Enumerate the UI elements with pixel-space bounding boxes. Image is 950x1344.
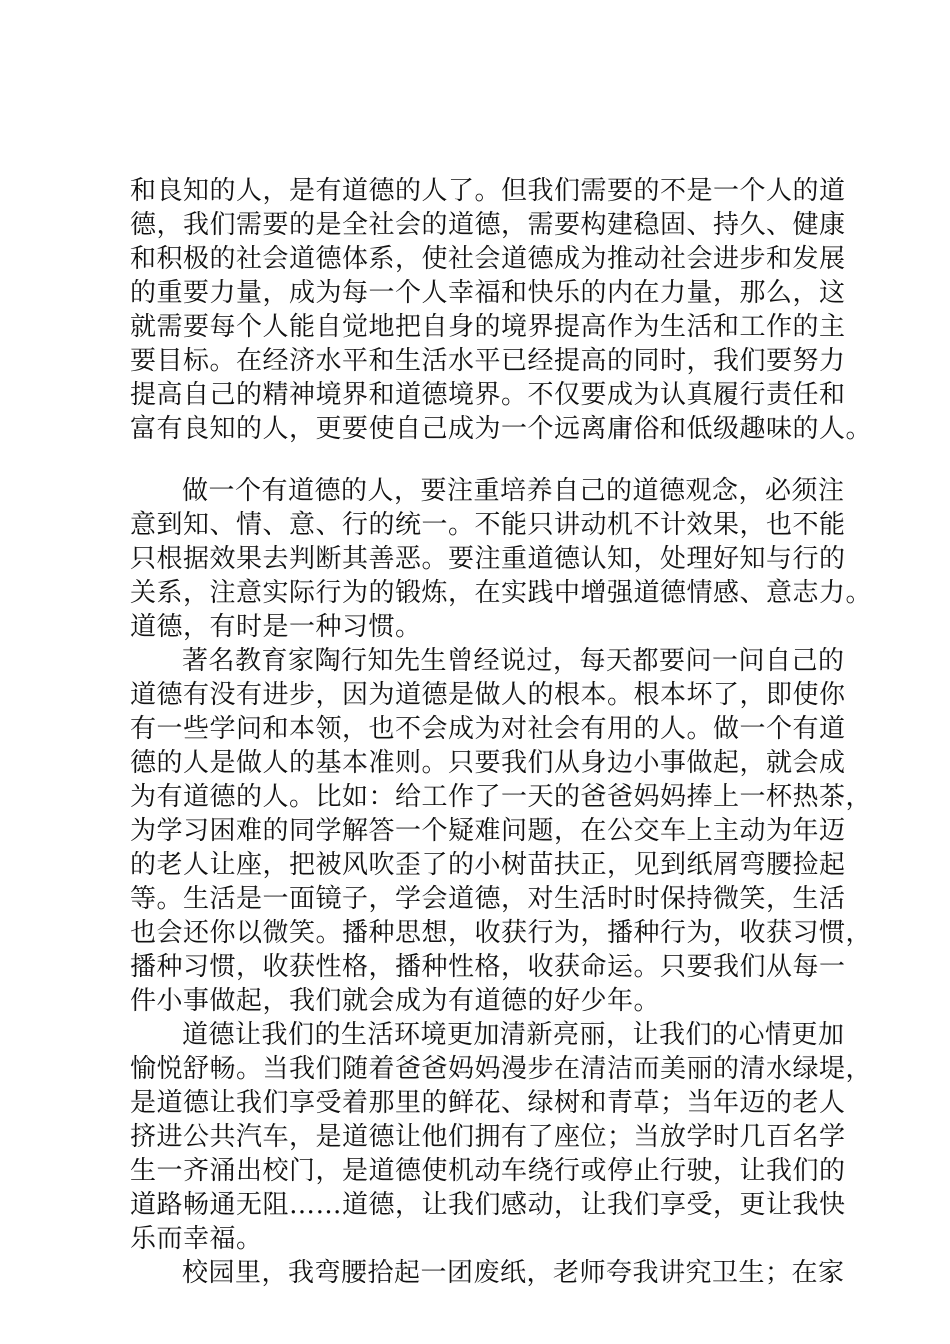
text-line: 件小事做起，我们就会成为有道德的好少年。 bbox=[130, 986, 661, 1016]
text-line: 德的人是做人的基本准则。只要我们从身边小事做起，就会成 bbox=[130, 748, 846, 778]
text-line: 挤进公共汽车，是道德让他们拥有了座位；当放学时几百名学 bbox=[130, 1122, 846, 1152]
text-line: 有一些学问和本领，也不会成为对社会有用的人。做一个有道 bbox=[130, 714, 846, 744]
text-line: 是道德让我们享受着那里的鲜花、绿树和青草；当年迈的老人 bbox=[130, 1088, 846, 1118]
text-line: 生一齐涌出校门，是道德使机动车绕行或停止行驶，让我们的 bbox=[130, 1156, 846, 1186]
paragraph-first-line: 做一个有道德的人，要注重培养自己的道德观念，必须注 bbox=[182, 476, 845, 506]
text-line: 道德有没有进步，因为道德是做人的根本。根本坏了，即使你 bbox=[130, 680, 846, 710]
text-line: 的重要力量，成为每一个人幸福和快乐的内在力量，那么，这 bbox=[130, 278, 846, 308]
text-line: 为学习困难的同学解答一个疑难问题，在公交车上主动为年迈 bbox=[130, 816, 846, 846]
paragraph-first-line: 道德让我们的生活环境更加清新亮丽，让我们的心情更加 bbox=[182, 1020, 845, 1050]
text-line: 意到知、情、意、行的统一。不能只讲动机不计效果，也不能 bbox=[130, 510, 846, 540]
text-line: 道路畅通无阻……道德，让我们感动，让我们享受，更让我快 bbox=[130, 1190, 846, 1220]
text-line: 等。生活是一面镜子，学会道德，对生活时时保持微笑，生活 bbox=[130, 884, 846, 914]
text-line: 为有道德的人。比如：给工作了一天的爸爸妈妈捧上一杯热茶， bbox=[130, 782, 873, 812]
paragraph-first-line: 校园里，我弯腰拾起一团废纸，老师夸我讲究卫生；在家 bbox=[182, 1258, 845, 1288]
text-line: 只根据效果去判断其善恶。要注重道德认知，处理好知与行的 bbox=[130, 544, 846, 574]
text-line: 道德，有时是一种习惯。 bbox=[130, 612, 422, 642]
text-line: 乐而幸福。 bbox=[130, 1224, 263, 1254]
text-line: 要目标。在经济水平和生活水平已经提高的同时，我们要努力 bbox=[130, 346, 846, 376]
text-line: 播种习惯，收获性格，播种性格，收获命运。只要我们从每一 bbox=[130, 952, 846, 982]
text-line: 关系，注意实际行为的锻炼，在实践中增强道德情感、意志力。 bbox=[130, 578, 873, 608]
text-line: 也会还你以微笑。播种思想，收获行为，播种行为，收获习惯， bbox=[130, 918, 873, 948]
text-line: 和积极的社会道德体系，使社会道德成为推动社会进步和发展 bbox=[130, 244, 846, 274]
text-line: 富有良知的人，更要使自己成为一个远离庸俗和低级趣味的人。 bbox=[130, 414, 873, 444]
text-line: 提高自己的精神境界和道德境界。不仅要成为认真履行责任和 bbox=[130, 380, 846, 410]
text-line: 的老人让座，把被风吹歪了的小树苗扶正，见到纸屑弯腰捡起 bbox=[130, 850, 846, 880]
text-line: 和良知的人，是有道德的人了。但我们需要的不是一个人的道 bbox=[130, 176, 846, 206]
paragraph-first-line: 著名教育家陶行知先生曾经说过，每天都要问一问自己的 bbox=[182, 646, 845, 676]
text-line: 就需要每个人能自觉地把自身的境界提高作为生活和工作的主 bbox=[130, 312, 846, 342]
text-line: 愉悦舒畅。当我们随着爸爸妈妈漫步在清洁而美丽的清水绿堤， bbox=[130, 1054, 873, 1084]
text-line: 德，我们需要的是全社会的道德，需要构建稳固、持久、健康 bbox=[130, 210, 846, 240]
